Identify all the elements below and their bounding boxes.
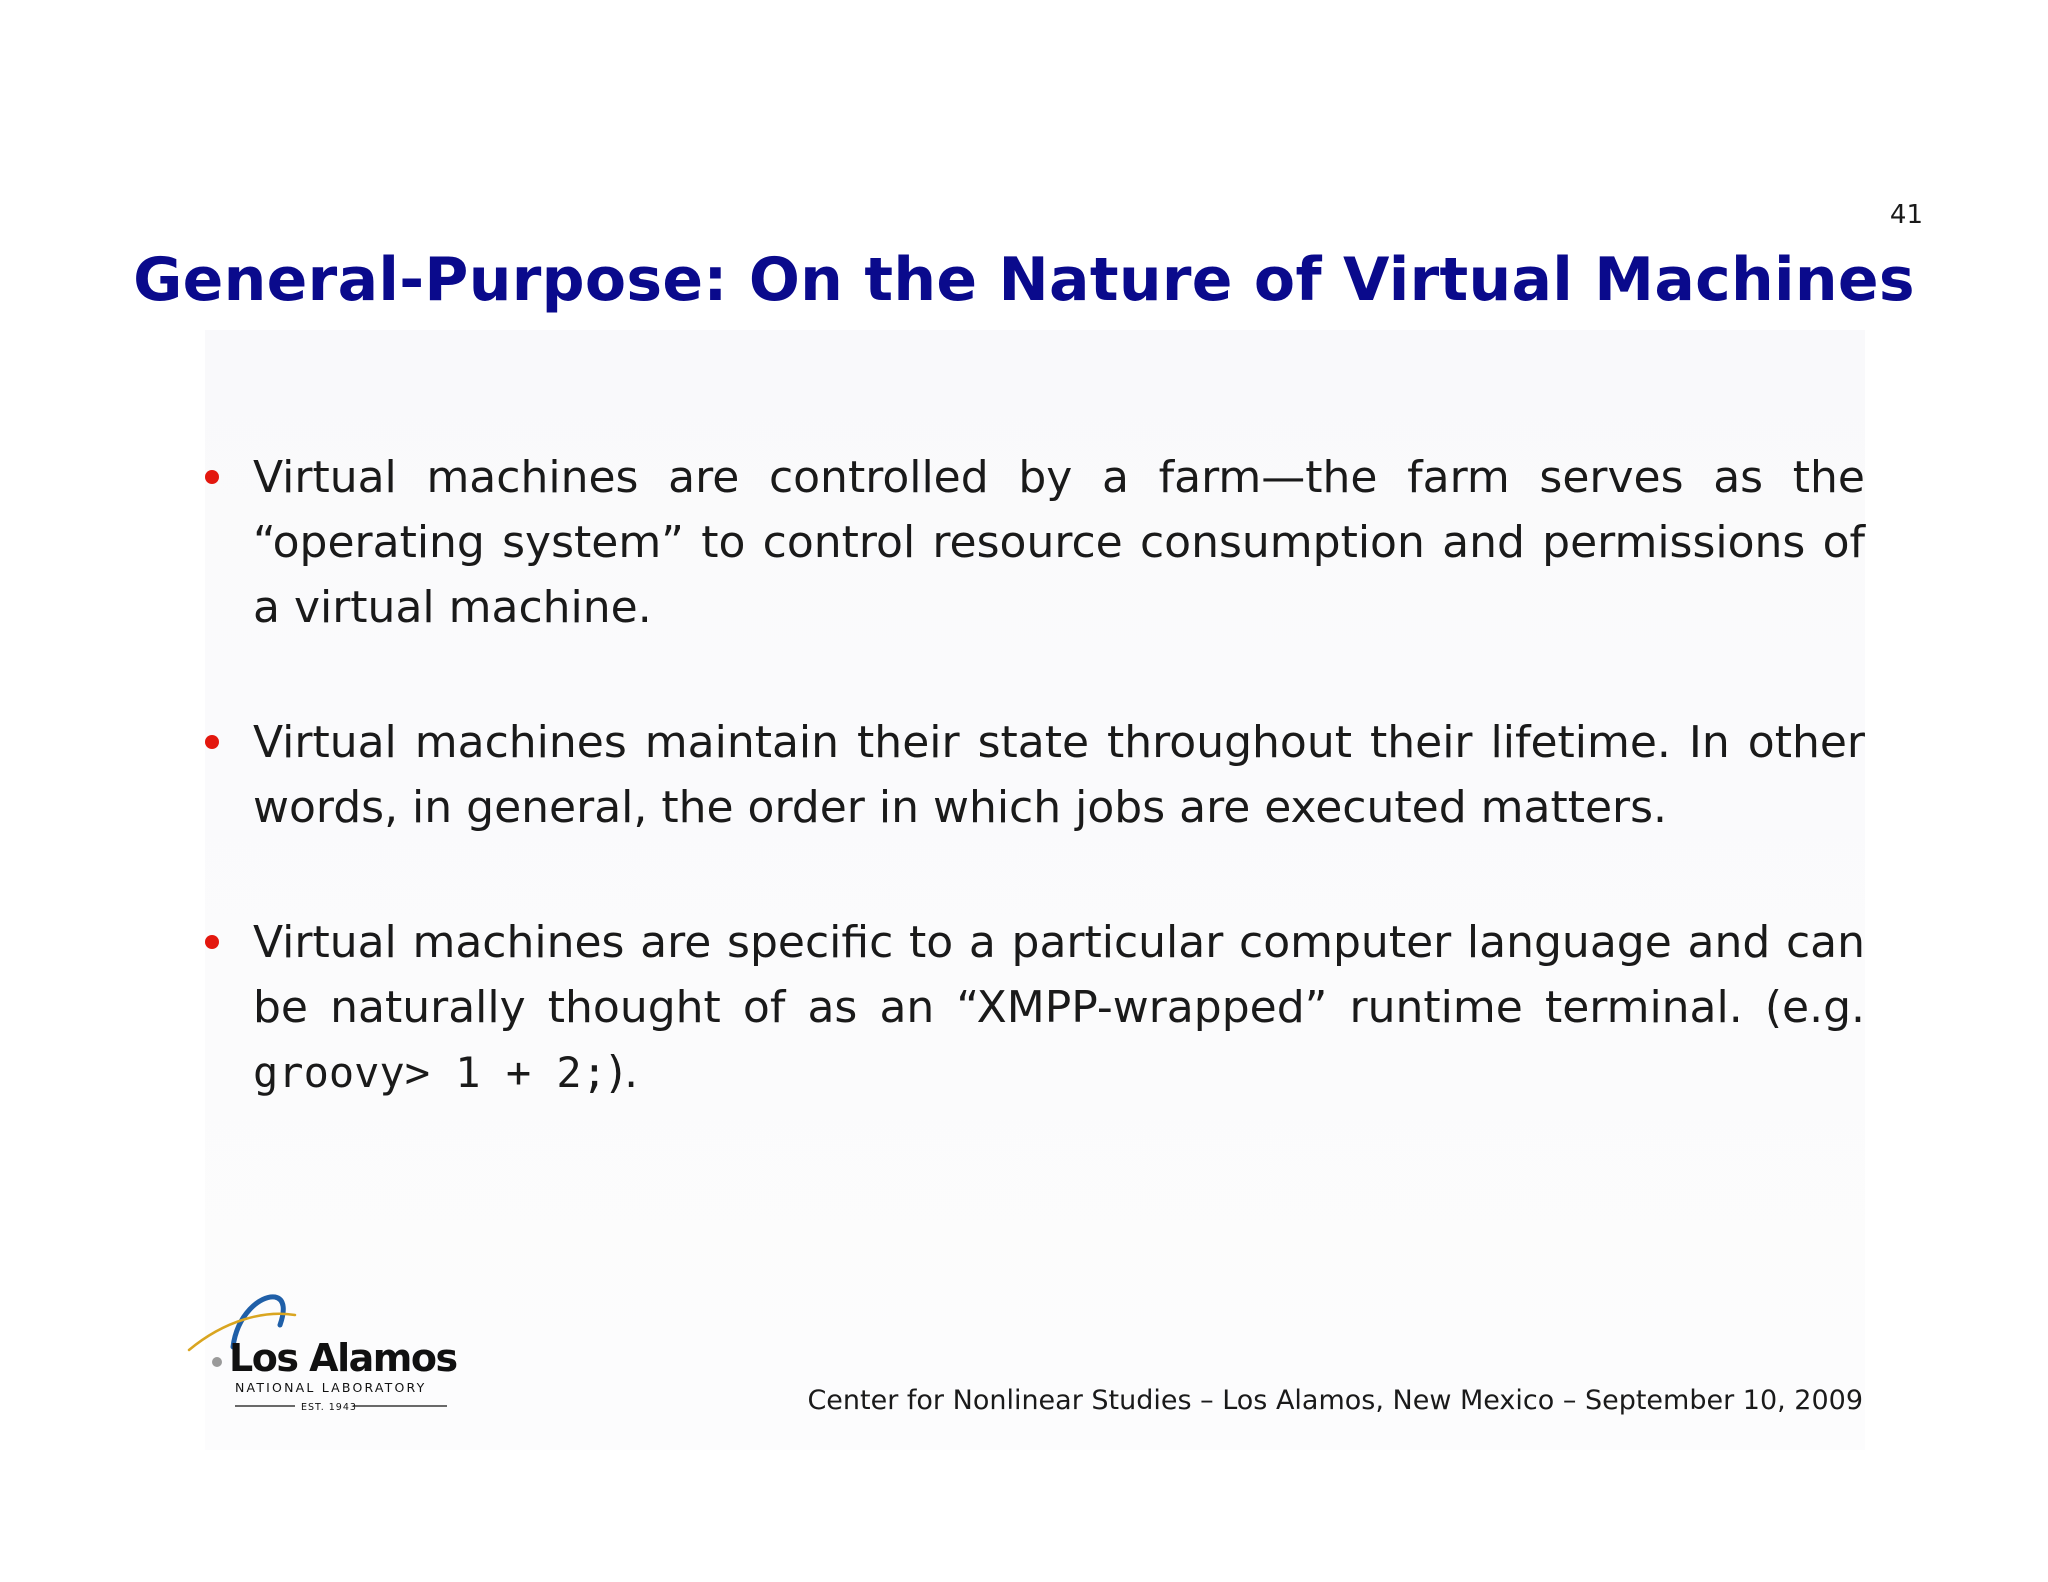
logo-established: EST. 1943 <box>301 1402 357 1413</box>
los-alamos-logo <box>185 1285 465 1415</box>
logo-subtitle: NATIONAL LABORATORY <box>235 1380 427 1395</box>
logo-atom-dot-icon <box>212 1357 222 1367</box>
bullet-item <box>205 710 1865 840</box>
bullet-text-end: ). <box>607 1047 639 1098</box>
bullet-dot-icon <box>205 470 219 484</box>
slide-title: General-Purpose: On the Nature of Virtual Machines <box>133 245 1915 315</box>
slide-footer: Center for Nonlinear Studies – Los Alamos, New Mexico – September 10, 2009 <box>807 1385 1863 1416</box>
bullet-list <box>205 445 1865 1175</box>
page-number: 41 <box>1889 200 1923 230</box>
logo-wordmark: Los Alamos <box>229 1336 457 1380</box>
bullet-item <box>205 910 1865 1105</box>
bullet-text: Virtual machines are specific to a particular computer language and can be naturally thought of as an “XMPP-wrapped” runtime terminal. (e.g. <box>253 917 1865 1033</box>
bullet-dot-icon <box>205 935 219 949</box>
code-snippet: groovy> 1 + 2; <box>253 1048 608 1097</box>
bullet-text: Virtual machines are controlled by a farm—the farm serves as the “operating system” to control resource consumption and permissions of a virtual machine. <box>253 452 1865 633</box>
bullet-item <box>205 445 1865 640</box>
bullet-dot-icon <box>205 735 219 749</box>
bullet-text: Virtual machines maintain their state throughout their lifetime. In other words, in general, the order in which jobs are executed matters. <box>253 717 1865 833</box>
